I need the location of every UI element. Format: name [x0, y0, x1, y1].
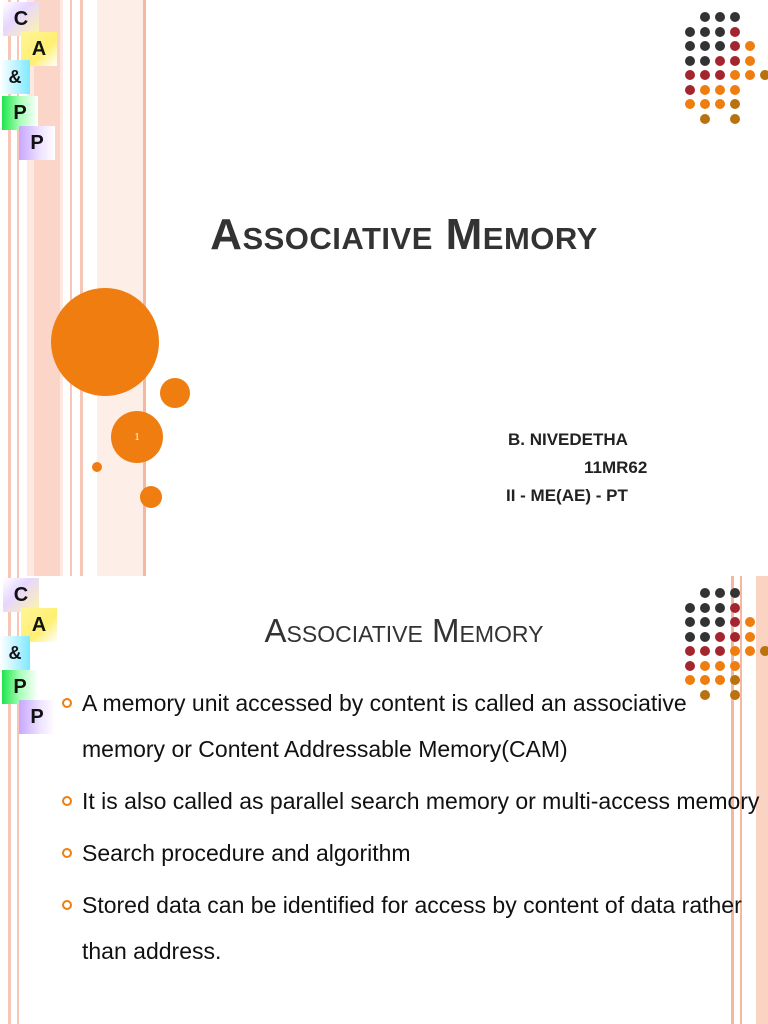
- decorative-dot: [685, 603, 695, 613]
- decorative-stripe: [70, 0, 72, 576]
- decorative-dot: [685, 675, 695, 685]
- slide-number-badge: 1: [111, 411, 163, 463]
- decorative-dot: [700, 661, 710, 671]
- decorative-dot: [730, 690, 740, 700]
- decorative-dot: [700, 56, 710, 66]
- decorative-dot: [730, 646, 740, 656]
- decorative-dot: [745, 646, 755, 656]
- decorative-dot: [715, 632, 725, 642]
- decorative-dot: [730, 56, 740, 66]
- bullet-circle-icon: [62, 900, 72, 910]
- logo-letter-c: C: [3, 578, 39, 612]
- bullet-item: [60, 778, 760, 824]
- bullet-text: Stored data can be identified for access by content of data rather than address.: [82, 892, 742, 964]
- decorative-dot: [715, 646, 725, 656]
- bullet-circle-icon: [62, 796, 72, 806]
- logo-ampersand: &: [0, 636, 30, 670]
- decorative-circle: [140, 486, 162, 508]
- decorative-dot: [715, 27, 725, 37]
- decorative-dot: [730, 603, 740, 613]
- bullet-text: Search procedure and algorithm: [82, 840, 411, 866]
- decorative-dot: [715, 661, 725, 671]
- decorative-dot: [715, 70, 725, 80]
- bullet-circle-icon: [62, 848, 72, 858]
- decorative-dot: [685, 85, 695, 95]
- decorative-dot: [700, 27, 710, 37]
- decorative-dot: [715, 41, 725, 51]
- decorative-dot: [700, 646, 710, 656]
- logo-letter-a: A: [21, 32, 57, 66]
- decorative-dot: [715, 56, 725, 66]
- author-class: II - ME(AE) - PT: [506, 486, 628, 505]
- decorative-dot: [730, 588, 740, 598]
- decorative-dot: [730, 632, 740, 642]
- decorative-dot: [745, 70, 755, 80]
- bullet-item: [60, 830, 760, 876]
- decorative-dot: [700, 85, 710, 95]
- decorative-dot: [730, 85, 740, 95]
- logo-letter-p: P: [19, 126, 55, 160]
- author-block: [506, 426, 647, 510]
- decorative-dot: [730, 99, 740, 109]
- logo-letter-p: P: [2, 670, 38, 704]
- decorative-dot: [685, 70, 695, 80]
- logo-letter-c: C: [3, 2, 39, 36]
- decorative-dot: [745, 632, 755, 642]
- decorative-dot: [760, 70, 768, 80]
- decorative-dot: [685, 632, 695, 642]
- decorative-dot: [685, 56, 695, 66]
- slide-title: Associative Memory: [210, 210, 598, 259]
- author-name: B. NIVEDETHA: [508, 430, 628, 449]
- decorative-dot: [730, 617, 740, 627]
- decorative-dot: [715, 588, 725, 598]
- decorative-dot: [730, 114, 740, 124]
- decorative-stripe: [34, 0, 60, 576]
- bullet-text: It is also called as parallel search memory or multi-access memory: [82, 788, 760, 814]
- decorative-dot: [700, 114, 710, 124]
- decorative-dot: [730, 12, 740, 22]
- decorative-dot: [715, 603, 725, 613]
- bullet-text: A memory unit accessed by content is called an associative memory or Content Addressable Memory(CAM): [82, 690, 687, 762]
- decorative-dot: [715, 617, 725, 627]
- decorative-dot: [700, 12, 710, 22]
- decorative-dot: [700, 617, 710, 627]
- bullet-list: [60, 680, 760, 980]
- logo-letter-a: A: [21, 608, 57, 642]
- decorative-dot: [685, 99, 695, 109]
- slide-title: Associative Memory: [264, 612, 544, 649]
- decorative-dot: [715, 99, 725, 109]
- decorative-dot: [685, 646, 695, 656]
- decorative-dot: [685, 41, 695, 51]
- decorative-dot: [700, 690, 710, 700]
- decorative-circle-small: [92, 462, 102, 472]
- decorative-dot: [700, 70, 710, 80]
- decorative-dot: [760, 646, 768, 656]
- decorative-dot: [730, 70, 740, 80]
- logo-ampersand: &: [0, 60, 30, 94]
- decorative-dot: [715, 12, 725, 22]
- decorative-dot: [745, 617, 755, 627]
- content-slide: [0, 576, 768, 1024]
- decorative-dot: [730, 27, 740, 37]
- decorative-dot: [745, 41, 755, 51]
- decorative-dot: [745, 56, 755, 66]
- decorative-dot: [700, 588, 710, 598]
- logo-letter-p: P: [2, 96, 38, 130]
- decorative-dot: [730, 675, 740, 685]
- decorative-dot: [700, 675, 710, 685]
- author-id: 11MR62: [584, 458, 648, 477]
- bullet-circle-icon: [62, 698, 72, 708]
- decorative-dot: [685, 27, 695, 37]
- decorative-stripe: [80, 0, 83, 576]
- decorative-circle-large: [51, 288, 159, 396]
- decorative-dot: [715, 85, 725, 95]
- bullet-item: [60, 680, 760, 772]
- decorative-dot: [700, 603, 710, 613]
- bullet-item: [60, 882, 760, 974]
- decorative-dot: [700, 41, 710, 51]
- decorative-dot: [700, 632, 710, 642]
- decorative-circle: [160, 378, 190, 408]
- decorative-dot: [730, 661, 740, 671]
- decorative-dot: [685, 617, 695, 627]
- decorative-dot: [700, 99, 710, 109]
- decorative-dot: [685, 661, 695, 671]
- logo-letter-p: P: [19, 700, 55, 734]
- decorative-dot: [715, 675, 725, 685]
- decorative-dot: [730, 41, 740, 51]
